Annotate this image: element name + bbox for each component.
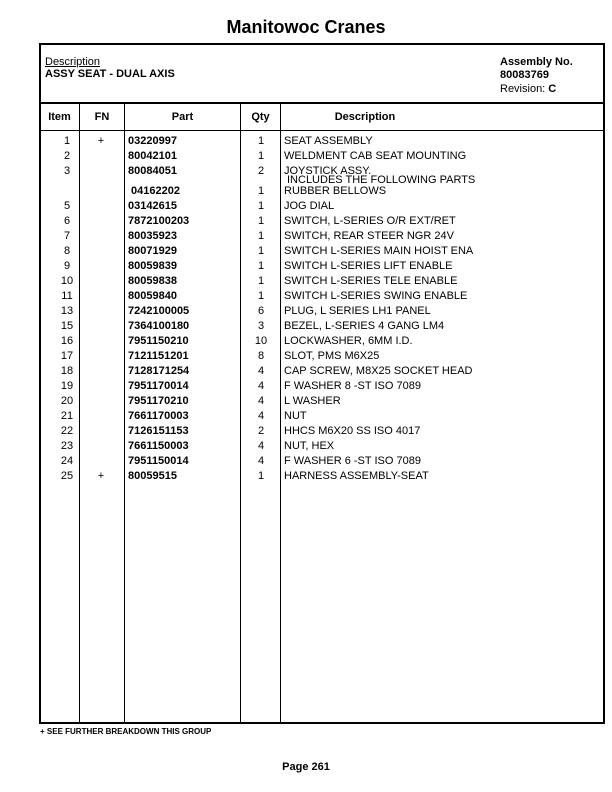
part-number-cell: 7661150003 (128, 440, 189, 452)
description-cell: SWITCH, L-SERIES O/R EXT/RET (284, 215, 456, 227)
item-number-cell: 1 (63, 135, 71, 147)
description-cell: PLUG, L SERIES LH1 PANEL (284, 305, 431, 317)
item-number-cell: 22 (60, 425, 74, 437)
column-header-description: Description (334, 111, 396, 123)
part-number-cell: 7951150210 (128, 335, 189, 347)
part-number-cell: 80084051 (128, 165, 177, 177)
quantity-cell: 4 (257, 440, 265, 452)
item-number-cell: 11 (61, 290, 73, 302)
description-cell: HARNESS ASSEMBLY-SEAT (284, 470, 429, 482)
part-number-cell: 04162202 (131, 185, 180, 197)
revision-value: C (548, 83, 557, 95)
description-cell: SWITCH L-SERIES LIFT ENABLE (284, 260, 453, 272)
item-number-cell: 18 (60, 365, 74, 377)
part-number-cell: 7128171254 (128, 365, 190, 377)
item-number-cell: 19 (60, 380, 74, 392)
quantity-cell: 6 (257, 305, 265, 317)
description-cell: JOG DIAL (284, 200, 335, 212)
item-number-cell: 6 (63, 215, 71, 227)
quantity-cell: 3 (257, 320, 265, 332)
part-number-cell: 80059515 (128, 470, 177, 482)
part-number-cell: 80035923 (128, 230, 177, 242)
fn-cell: + (97, 470, 105, 482)
description-cell: SLOT, PMS M6X25 (284, 350, 380, 362)
quantity-cell: 1 (257, 245, 265, 257)
item-number-cell: 21 (60, 410, 74, 422)
quantity-cell: 1 (257, 135, 265, 147)
assembly-description: ASSY SEAT - DUAL AXIS (45, 68, 175, 80)
part-number-cell: 7872100203 (128, 215, 190, 227)
brand-title: Manitowoc Cranes (226, 17, 386, 37)
item-number-cell: 13 (60, 305, 74, 317)
description-cell: F WASHER 8 -ST ISO 7089 (284, 380, 421, 392)
quantity-cell: 8 (257, 350, 265, 362)
description-cell: SWITCH L-SERIES TELE ENABLE (284, 275, 458, 287)
column-header-item: Item (48, 111, 71, 123)
item-number-cell: 20 (60, 395, 74, 407)
footnote: + SEE FURTHER BREAKDOWN THIS GROUP (40, 727, 212, 736)
column-header-fn: FN (94, 111, 110, 123)
item-number-cell: 5 (63, 200, 71, 212)
description-cell: SEAT ASSEMBLY (284, 135, 373, 147)
quantity-cell: 4 (257, 365, 265, 377)
quantity-cell: 1 (257, 290, 265, 302)
item-number-cell: 10 (60, 275, 74, 287)
part-number-cell: 80059840 (128, 290, 177, 302)
quantity-cell: 1 (257, 200, 265, 212)
description-cell: L WASHER (284, 395, 341, 407)
item-number-cell: 23 (60, 440, 74, 452)
part-number-cell: 7951150014 (128, 455, 189, 467)
quantity-cell: 4 (257, 380, 265, 392)
part-number-cell: 7121151201 (128, 350, 189, 362)
item-number-cell: 8 (63, 245, 71, 257)
part-number-cell: 80059838 (128, 275, 177, 287)
description-cell: NUT (284, 410, 307, 422)
assembly-number-label: Assembly No. (500, 56, 573, 68)
assembly-number: 80083769 (500, 69, 549, 81)
quantity-cell: 1 (257, 185, 265, 197)
description-cell: SWITCH L-SERIES SWING ENABLE (284, 290, 468, 302)
part-number-cell: 7126151153 (128, 425, 189, 437)
part-number-cell: 7242100005 (128, 305, 190, 317)
quantity-cell: 1 (257, 275, 265, 287)
description-cell: BEZEL, L-SERIES 4 GANG LM4 (284, 320, 445, 332)
quantity-cell: 1 (257, 260, 265, 272)
quantity-cell: 2 (257, 165, 265, 177)
description-cell: CAP SCREW, M8X25 SOCKET HEAD (284, 365, 473, 377)
quantity-cell: 4 (257, 455, 265, 467)
quantity-cell: 4 (257, 395, 265, 407)
part-number-cell: 03220997 (128, 135, 177, 147)
part-number-cell: 03142615 (128, 200, 177, 212)
item-number-cell: 9 (63, 260, 71, 272)
page-number: Page 261 (282, 761, 330, 773)
description-cell: WELDMENT CAB SEAT MOUNTING (284, 150, 467, 162)
column-header-part: Part (171, 111, 194, 123)
fn-cell: + (97, 135, 105, 147)
description-cell: NUT, HEX (284, 440, 335, 452)
part-number-cell: 7951170014 (128, 380, 189, 392)
column-divider (124, 103, 125, 724)
description-cell: LOCKWASHER, 6MM I.D. (284, 335, 413, 347)
column-header-qty: Qty (251, 111, 270, 123)
quantity-cell: 1 (257, 150, 265, 162)
part-number-cell: 7951170210 (128, 395, 189, 407)
part-number-cell: 7364100180 (128, 320, 190, 332)
description-cell: HHCS M6X20 SS ISO 4017 (284, 425, 421, 437)
revision-label: Revision: (500, 83, 546, 95)
quantity-cell: 1 (257, 230, 265, 242)
quantity-cell: 4 (257, 410, 265, 422)
item-number-cell: 17 (60, 350, 74, 362)
part-number-cell: 80071929 (128, 245, 177, 257)
description-label: Description (45, 56, 101, 68)
item-number-cell: 7 (63, 230, 71, 242)
item-number-cell: 3 (63, 165, 71, 177)
part-number-cell: 80042101 (128, 150, 177, 162)
part-number-cell: 7661170003 (128, 410, 189, 422)
description-cell: SWITCH L-SERIES MAIN HOIST ENA (284, 245, 474, 257)
quantity-cell: 2 (257, 425, 265, 437)
description-cell: RUBBER BELLOWS (284, 185, 387, 197)
quantity-cell: 1 (257, 215, 265, 227)
revision (500, 83, 556, 95)
item-number-cell: 16 (60, 335, 74, 347)
item-number-cell: 25 (60, 470, 74, 482)
description-cell: JOYSTICK ASSY. (284, 165, 372, 177)
quantity-cell: 1 (257, 470, 265, 482)
item-number-cell: 15 (60, 320, 74, 332)
description-note: INCLUDES THE FOLLOWING PARTS (287, 174, 476, 186)
item-number-cell: 2 (63, 150, 71, 162)
part-number-cell: 80059839 (128, 260, 177, 272)
quantity-cell: 10 (254, 335, 268, 347)
description-cell: F WASHER 6 -ST ISO 7089 (284, 455, 421, 467)
description-cell: SWITCH, REAR STEER NGR 24V (284, 230, 454, 242)
item-number-cell: 24 (60, 455, 74, 467)
